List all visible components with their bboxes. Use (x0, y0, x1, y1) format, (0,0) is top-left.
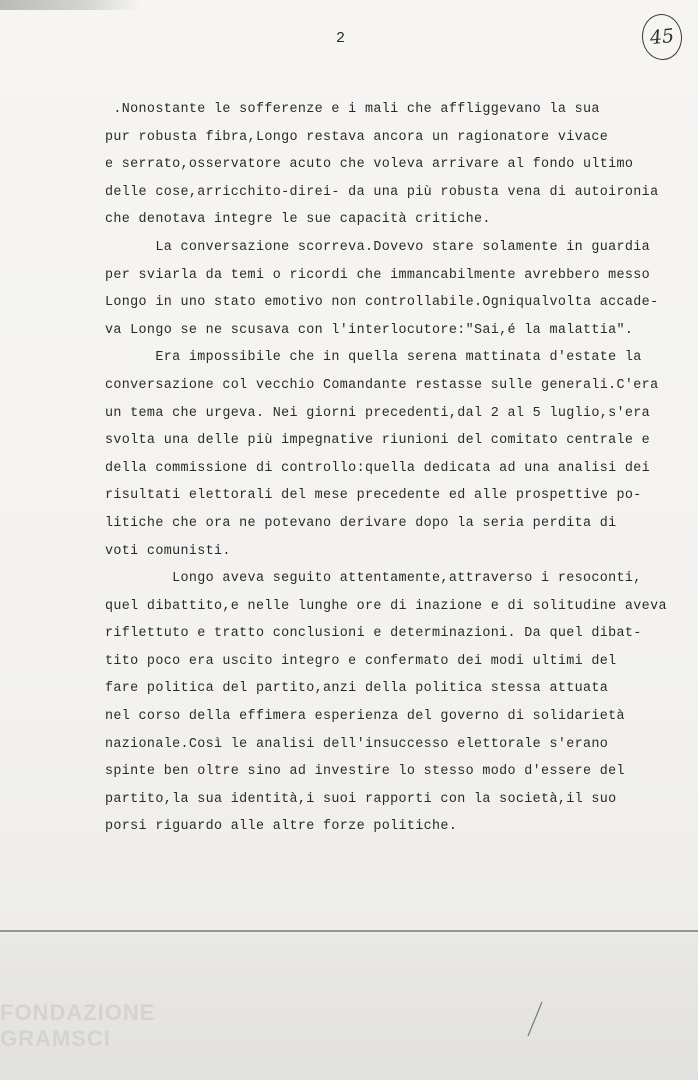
text-line: .Nonostante le sofferenze e i mali che affliggevano la sua (105, 102, 600, 117)
text-line: risultati elettorali del mese precedente ed alle prospettive po- (105, 488, 642, 504)
text-line: Longo in uno stato emotivo non controllabile.Ogniqualvolta accade- (105, 295, 659, 311)
archive-number-circle: 45 (640, 12, 685, 62)
text-line: pur robusta fibra,Longo restava ancora un ragionatore vivace (105, 129, 609, 145)
typewritten-body (105, 96, 675, 841)
page-edge-rule (0, 930, 698, 932)
text-line: tito poco era uscito integro e confermato dei modi ultimi del (105, 653, 617, 669)
text-line: svolta una delle più impegnative riunioni del comitato centrale e (105, 433, 651, 449)
watermark-line: FONDAZIONE (0, 1000, 156, 1025)
page-number: 2 (336, 30, 346, 47)
pen-stroke-mark (520, 1000, 550, 1040)
text-line: quel dibattito,e nelle lunghe ore di inazione e di solitudine aveva (105, 598, 667, 614)
text-line: fare politica del partito,anzi della politica stessa attuata (105, 681, 609, 697)
text-line: Longo aveva seguito attentamente,attraverso i resoconti, (105, 571, 642, 587)
text-line: nazionale.Così le analisi dell'insuccesso elettorale s'erano (105, 736, 609, 752)
text-line: e serrato,osservatore acuto che voleva arrivare al fondo ultimo (105, 157, 634, 173)
archive-watermark (0, 1000, 155, 1052)
text-line: voti comunisti. (105, 543, 231, 559)
text-line: nel corso della effimera esperienza del governo di solidarietà (105, 709, 625, 725)
text-line: un tema che urgeva. Nei giorni precedenti,dal 2 al 5 luglio,s'era (105, 405, 651, 421)
text-line: della commissione di controllo:quella dedicata ad una analisi dei (105, 460, 651, 476)
text-line: riflettuto e tratto conclusioni e determinazioni. Da quel dibat- (105, 626, 642, 642)
text-line: delle cose,arricchito-direi- da una più robusta vena di autoironia (105, 184, 659, 200)
text-line: partito,la sua identità,i suoi rapporti con la società,il suo (105, 791, 617, 807)
text-line: per sviarla da temi o ricordi che immancabilmente avrebbero messo (105, 267, 651, 283)
text-line: litiche che ora ne potevano derivare dopo la seria perdita di (105, 515, 617, 531)
watermark-line: GRAMSCI (0, 1026, 111, 1051)
text-line: La conversazione scorreva.Dovevo stare solamente in guardia (105, 239, 651, 255)
scan-smudge (0, 0, 140, 10)
text-line: va Longo se ne scusava con l'interlocutore:"Sai,é la malattia". (105, 322, 634, 338)
text-line: Era impossibile che in quella serena mattinata d'estate la (105, 350, 642, 366)
text-line: conversazione col vecchio Comandante restasse sulle generali.C'era (105, 377, 659, 393)
text-line: porsi riguardo alle altre forze politiche. (105, 819, 458, 835)
text-line: spinte ben oltre sino ad investire lo stesso modo d'essere del (105, 764, 625, 780)
text-line: che denotava integre le sue capacità critiche. (105, 212, 491, 228)
